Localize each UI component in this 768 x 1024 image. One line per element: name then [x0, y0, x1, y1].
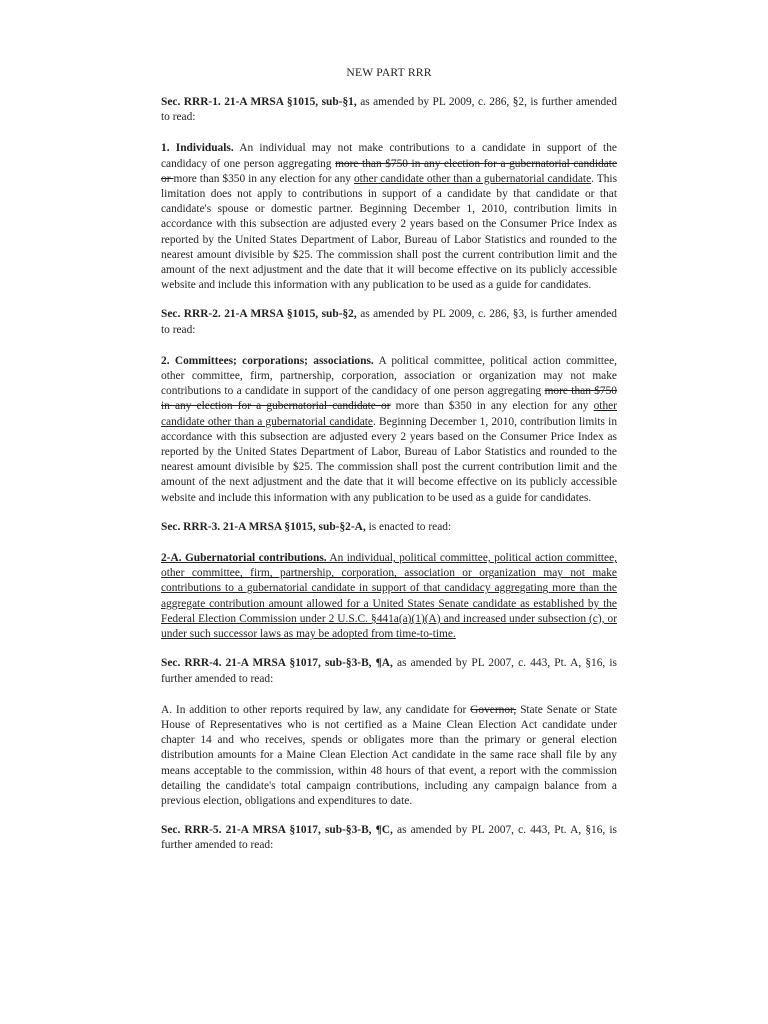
subsection-label: 1. Individuals.	[161, 142, 234, 155]
section-rrr-5-heading	[161, 823, 617, 853]
section-rrr-4-body	[161, 703, 617, 809]
section-rrr-3-body	[161, 551, 617, 642]
inserted-text: other candidate other than a gubernatorial candidate	[353, 172, 592, 185]
subsection-label: 2. Committees; corporations; associations.	[161, 354, 374, 367]
struck-text: more than $750 in any election for a gubernatorial candidate or	[161, 157, 617, 185]
amendment-note: as amended by PL 2009, c. 286, §3, is further amended to read:	[161, 308, 617, 336]
section-rrr-2-body	[161, 354, 617, 506]
section-rrr-1-body	[161, 141, 617, 293]
amendment-note: is enacted to read:	[365, 520, 452, 533]
section-citation: Sec. RRR-1. 21-A MRSA §1015, sub-§1,	[161, 96, 357, 108]
section-citation: Sec. RRR-2. 21-A MRSA §1015, sub-§2,	[161, 308, 357, 321]
document-page	[161, 66, 617, 870]
body-text: more than $350 in any election for any	[173, 172, 354, 185]
body-text: State Senate or State House of Representatives who is not certified as a Maine Clean Election Act candidate under chapter 14 and who receives, spends or obligates more than the primary or general election distribution amounts for a Maine Clean Election Act candidate in the same race shall file by any means acceptable to the commission, within 48 hours of that event, a report with the commission detailing the candidate's total campaign contributions, including any campaign balance from a previous election, obligations and expenditures to date.	[161, 703, 617, 807]
section-citation: Sec. RRR-5. 21-A MRSA §1017, sub-§3-B, ¶C,	[161, 824, 393, 837]
section-citation: Sec. RRR-3. 21-A MRSA §1015, sub-§2-A,	[161, 520, 366, 533]
subsection-label: 2-A. Gubernatorial contributions.	[161, 552, 327, 565]
inserted-text: other candidate other than a gubernatorial candidate	[161, 400, 618, 428]
amendment-note: as amended by PL 2007, c. 443, Pt. A, §16, is further amended to read:	[161, 657, 617, 685]
document-title: NEW PART RRR	[346, 66, 432, 79]
struck-text: Governor,	[470, 703, 517, 716]
section-rrr-1-heading	[161, 95, 617, 125]
amendment-note: as amended by PL 2007, c. 443, Pt. A, §16, is further amended to read:	[161, 824, 617, 852]
inserted-text: An individual, political committee, political action committee, other committee, firm, partnership, corporation, association or organization may not make contributions to a gubernatorial candidate in support of that candidacy aggregating more than the aggregate contribution amount allowed for a United States Senate candidate as established by the Federal Election Commission under 2 U.S.C. §441a(a)(1)(A) and increased under subsection (c), or under such successor laws as may be adopted from time-to-time.	[161, 552, 617, 641]
section-rrr-4-heading	[161, 656, 617, 686]
body-text: . This limitation does not apply to contributions in support of a candidate by that candidate or that candidate's spouse or domestic partner. Beginning December 1, 2010, contribution limits in accordance with this subsection are adjusted every 2 years based on the Consumer Price Index as reported by the United States Department of Labor, Bureau of Labor Statistics and rounded to the nearest amount divisible by $25. The commission shall post the current contribution limit and the amount of the next adjustment and the date that it will become effective on its publicly accessible website and include this information with any publication to be used as a guide for candidates.	[161, 172, 618, 292]
body-text: . Beginning December 1, 2010, contribution limits in accordance with this subsection are adjusted every 2 years based on the Consumer Price Index as reported by the United States Department of Labor, Bureau of Labor Statistics and rounded to the nearest amount divisible by $25. The commission shall post the current contribution limit and the amount of the next adjustment and the date that it will become effective on its publicly accessible website and include this information with any publication to be used as a guide for candidates.	[161, 415, 618, 504]
body-text: A political committee, political action committee, other committee, firm, partnership, corporation, association or organization may not make contributions to a candidate in support of the candidacy of one person aggregating	[161, 354, 617, 398]
section-rrr-2-heading	[161, 307, 617, 337]
body-text: An individual may not make contributions to a candidate in support of the candidacy of one person aggregating	[161, 142, 617, 170]
body-text: more than $350 in any election for any	[390, 400, 594, 413]
amendment-note: as amended by PL 2009, c. 286, §2, is further amended to read:	[161, 96, 617, 124]
struck-text: more than $750 in any election for a gubernatorial candidate or	[161, 385, 618, 413]
section-citation: Sec. RRR-4. 21-A MRSA §1017, sub-§3-B, ¶A,	[161, 657, 393, 670]
body-text: A. In addition to other reports required by law, any candidate for	[161, 703, 471, 716]
section-rrr-3-heading	[161, 520, 617, 535]
